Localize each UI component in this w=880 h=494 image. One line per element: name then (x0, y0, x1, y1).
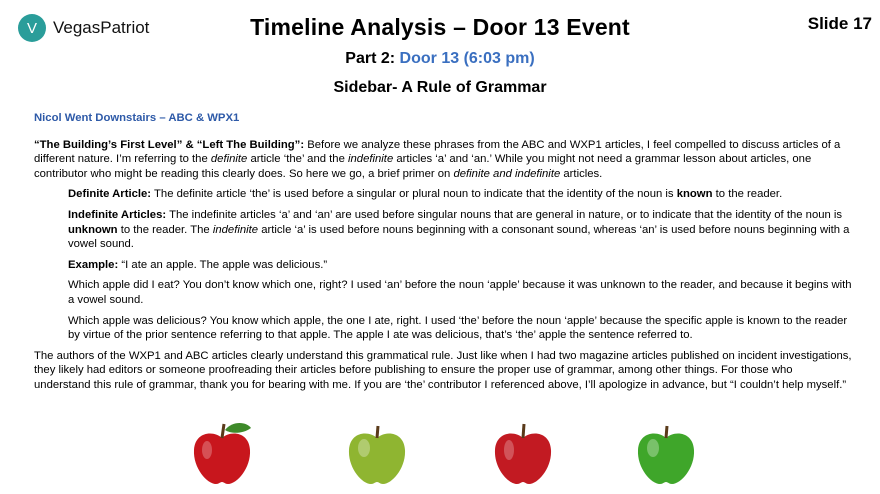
green-apple-icon (633, 418, 699, 486)
subtitle-prefix: Part 2: (345, 50, 396, 67)
indefinite-articles-indefinite: indefinite (212, 223, 259, 236)
green-yellow-apple-icon (344, 418, 410, 486)
intro-lead: “The Building’s First Level” & “Left The Building”: (34, 138, 305, 151)
intro-paragraph (34, 138, 852, 182)
indefinite-articles-label: Indefinite Articles: (68, 208, 167, 221)
definite-article-label: Definite Article: (68, 188, 152, 201)
which-delicious-paragraph: Which apple was delicious? You know which apple, the one I ate, right. I used ‘the’ before the noun ‘apple’ because the specific apple is known to the reader by virtue of the prior sentence referring to that apple. The apple I ate was delicious, that’s ‘the’ apple the sentence referred to. (68, 314, 848, 342)
red-apple-icon (490, 418, 556, 486)
intro-def-and-indef: definite and indefinite (453, 167, 561, 180)
indefinite-articles-unknown: unknown (68, 223, 118, 236)
closing-paragraph: The authors of the WXP1 and ABC articles clearly understand this grammatical rule. Just like when I had two magazine articles published on incident investigations, they likely had editors or someone proofreading their articles before publishing to ensure the proper use of grammar, among other things. For those who understand this rule of grammar, thank you for bearing with me. If you are ‘the’ contributor I referenced above, I’ll apologize in advance, but “I couldn’t help myself.” (34, 349, 852, 391)
sidebar-title: Sidebar- A Rule of Grammar (333, 79, 547, 96)
intro-text-3: articles ‘a’ and ‘an.’ While you might not need a grammar lesson about articles, one contributor who might be reading this clearly does. So here we go, a brief primer on (34, 153, 812, 180)
logo-name: VegasPatriot (53, 18, 150, 37)
which-ate-paragraph: Which apple did I eat? You don’t know which one, right? I used ‘an’ before the noun ‘apple’ because it was unknown to the reader, and because it begins with a vowel sound. (68, 279, 852, 306)
definite-article-text-1: The definite article ‘the’ is used before a singular or plural noun to indicate that the identity of the noun is (151, 188, 677, 201)
example-label: Example: (68, 258, 119, 271)
intro-text-4: articles. (560, 167, 603, 180)
apple-images (0, 418, 880, 488)
section-heading: Nicol Went Downstairs – ABC & WPX1 (34, 112, 240, 124)
definite-article-paragraph (68, 187, 852, 202)
subtitle (0, 50, 880, 68)
slide-number: Slide 17 (807, 14, 872, 33)
subtitle-highlight: Door 13 (6:03 pm) (399, 50, 535, 67)
definite-article-text-2: to the reader. (712, 188, 783, 201)
intro-text-1: Before we analyze these phrases from the ABC and WXP1 articles, I feel compelled to discuss articles of a different nature. I’m referring to the (34, 138, 841, 166)
example-paragraph (68, 258, 852, 273)
intro-text-2: article ‘the’ and the (247, 153, 348, 166)
intro-definite: definite (210, 153, 248, 166)
definite-article-known: known (676, 188, 713, 201)
red-apple-icon (189, 418, 255, 486)
content-body (34, 111, 852, 399)
example-text: “I ate an apple. The apple was delicious.” (118, 258, 328, 271)
intro-indefinite: indefinite (348, 153, 394, 166)
indefinite-articles-text-1: The indefinite articles ‘a’ and ‘an’ are used before singular nouns that are general in nature, or to indicate that the identity of the noun is (166, 208, 843, 221)
indefinite-articles-paragraph (68, 208, 852, 252)
logo-badge-icon: V (18, 14, 46, 42)
page-title: Timeline Analysis – Door 13 Event (250, 14, 630, 40)
indefinite-articles-text-3: article ‘a’ is used before nouns beginning with a consonant sound, whereas ‘an’ is used before nouns beginning with a vowel sound. (68, 223, 850, 251)
indefinite-articles-text-2: to the reader. The (117, 223, 213, 236)
